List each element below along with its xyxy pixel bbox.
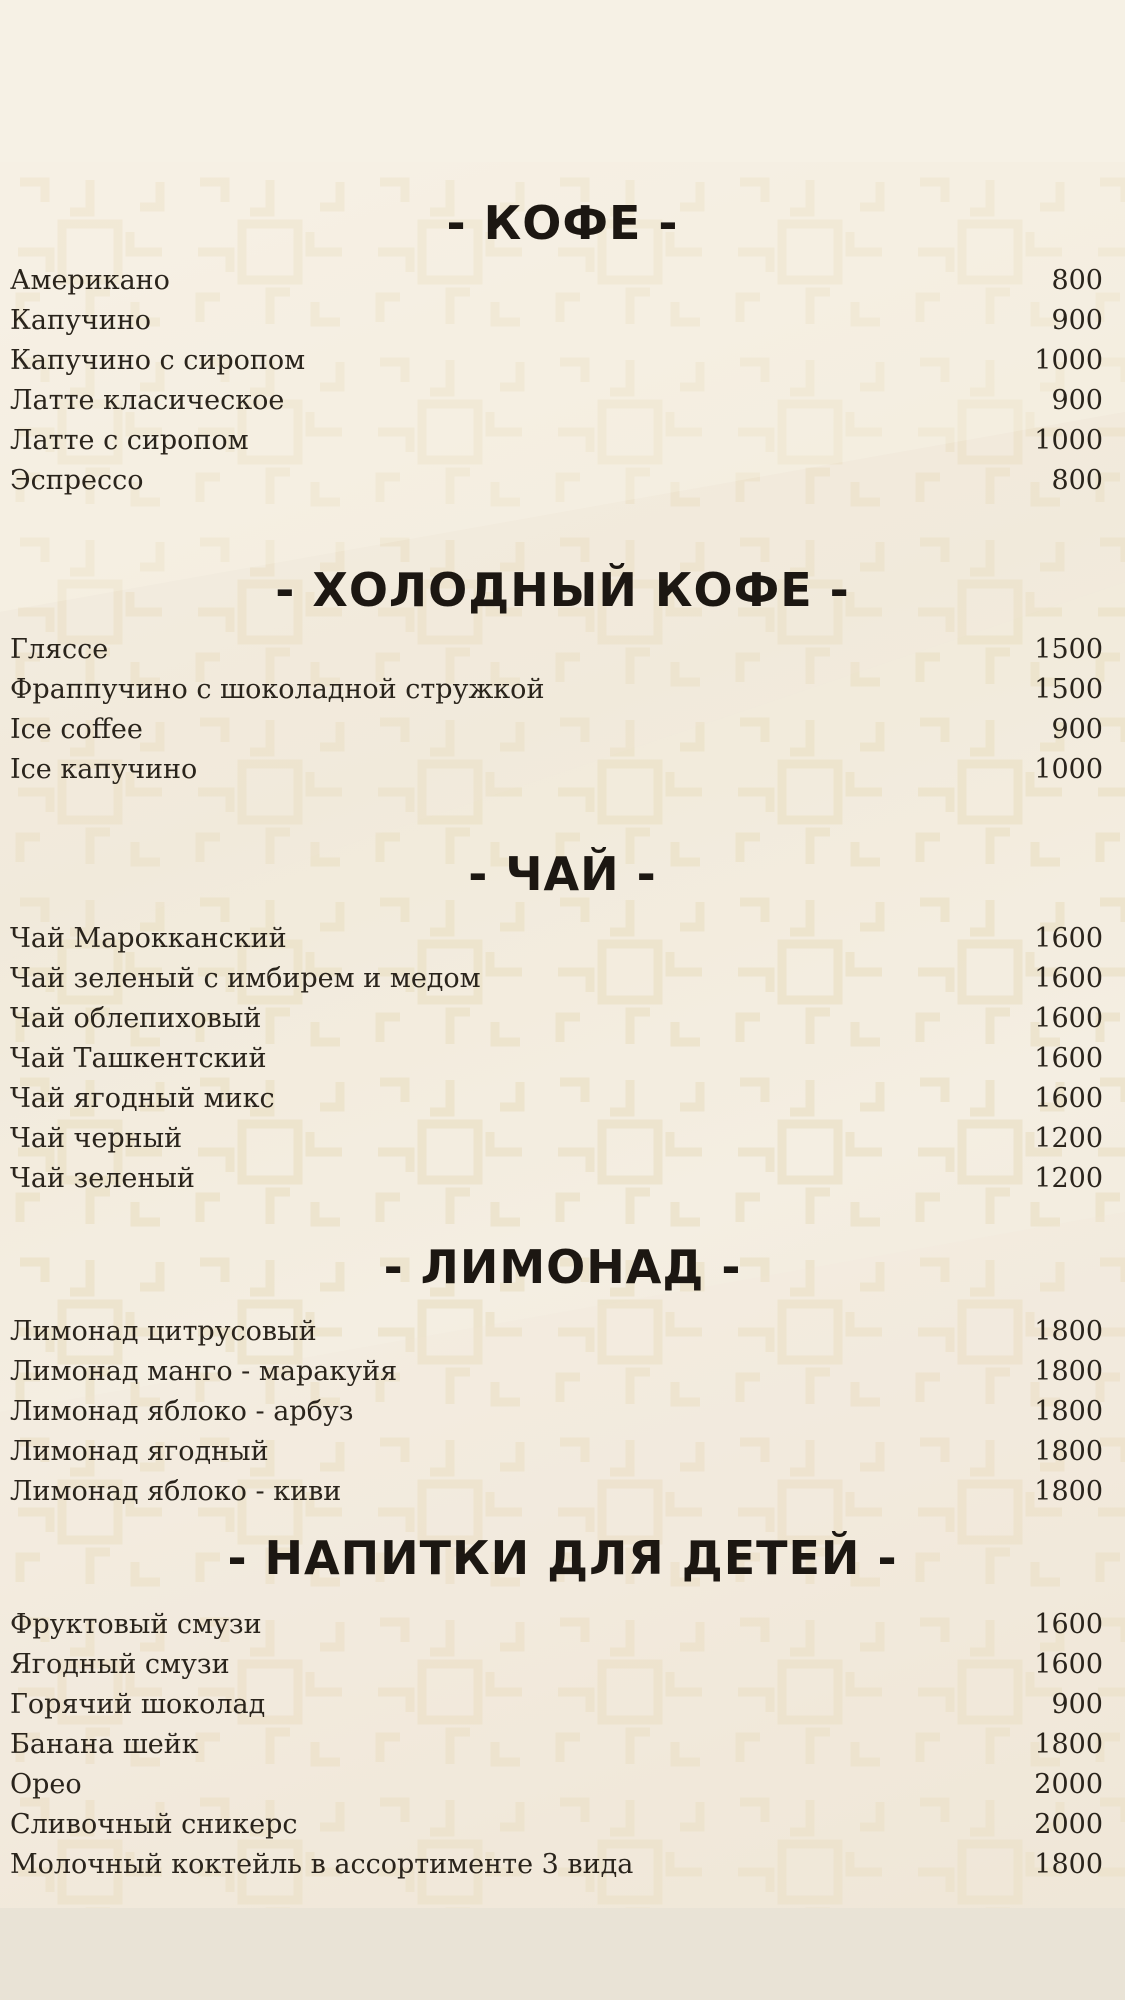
item-name: Чай Ташкентский xyxy=(10,1043,267,1074)
item-price: 1600 xyxy=(1034,1649,1103,1680)
item-list xyxy=(0,919,1125,1199)
item-name: Гляссе xyxy=(10,634,109,665)
menu-item xyxy=(0,261,1125,301)
menu-item xyxy=(0,1159,1125,1199)
menu-item xyxy=(0,1605,1125,1645)
menu-item xyxy=(0,1352,1125,1392)
item-price: 1600 xyxy=(1034,1083,1103,1114)
item-name: Капучино xyxy=(10,305,151,336)
item-price: 1000 xyxy=(1034,425,1103,456)
menu-item xyxy=(0,670,1125,710)
item-price: 1600 xyxy=(1034,1609,1103,1640)
item-name: Молочный коктейль в ассортименте 3 вида xyxy=(10,1849,634,1880)
menu-item xyxy=(0,710,1125,750)
item-price: 1800 xyxy=(1034,1476,1103,1507)
item-name: Ice капучино xyxy=(10,754,198,785)
menu-item xyxy=(0,919,1125,959)
item-name: Латте с сиропом xyxy=(10,425,249,456)
item-name: Ice coffee xyxy=(10,714,143,745)
item-price: 1800 xyxy=(1034,1436,1103,1467)
menu-item xyxy=(0,1685,1125,1725)
item-name: Ягодный смузи xyxy=(10,1649,230,1680)
item-name: Лимонад цитрусовый xyxy=(10,1316,317,1347)
top-margin xyxy=(0,0,1125,162)
item-price: 1000 xyxy=(1034,345,1103,376)
item-list xyxy=(0,1312,1125,1512)
menu-item xyxy=(0,461,1125,501)
item-name: Чай облепиховый xyxy=(10,1003,262,1034)
menu-item xyxy=(0,301,1125,341)
menu-item xyxy=(0,1119,1125,1159)
item-price: 1200 xyxy=(1034,1123,1103,1154)
item-price: 800 xyxy=(1051,465,1103,496)
drinks-menu-card xyxy=(0,162,1125,1908)
menu-item xyxy=(0,1765,1125,1805)
item-name: Чай ягодный микс xyxy=(10,1083,275,1114)
section-kids-drinks xyxy=(0,1528,1125,1880)
menu-item xyxy=(0,1079,1125,1119)
item-name: Лимонад ягодный xyxy=(10,1436,269,1467)
menu-item xyxy=(0,1312,1125,1352)
menu-item xyxy=(0,1805,1125,1845)
item-price: 2000 xyxy=(1034,1769,1103,1800)
menu-item xyxy=(0,1845,1125,1885)
item-name: Чай черный xyxy=(10,1123,183,1154)
item-name: Капучино с сиропом xyxy=(10,345,306,376)
menu-item xyxy=(0,421,1125,461)
item-price: 1500 xyxy=(1034,634,1103,665)
bottom-margin xyxy=(0,1908,1125,2000)
item-price: 1800 xyxy=(1034,1729,1103,1760)
item-name: Орео xyxy=(10,1769,82,1800)
menu-item xyxy=(0,1432,1125,1472)
item-list xyxy=(0,261,1125,501)
item-list xyxy=(0,630,1125,790)
item-price: 1500 xyxy=(1034,674,1103,705)
menu-item xyxy=(0,1039,1125,1079)
item-name: Лимонад манго - маракуйя xyxy=(10,1356,398,1387)
menu-item xyxy=(0,1645,1125,1685)
item-name: Эспрессо xyxy=(10,465,144,496)
section-iced-coffee xyxy=(0,560,1125,785)
item-price: 1800 xyxy=(1034,1849,1103,1880)
item-name: Чай зеленый с имбирем и медом xyxy=(10,963,481,994)
item-price: 1600 xyxy=(1034,963,1103,994)
item-name: Лимонад яблоко - арбуз xyxy=(10,1396,354,1427)
menu-item xyxy=(0,1472,1125,1512)
item-name: Чай Марокканский xyxy=(10,923,287,954)
section-lemonade xyxy=(0,1237,1125,1507)
item-price: 900 xyxy=(1051,714,1103,745)
item-price: 1600 xyxy=(1034,1043,1103,1074)
item-price: 1800 xyxy=(1034,1316,1103,1347)
menu-item xyxy=(0,999,1125,1039)
menu-item xyxy=(0,1392,1125,1432)
section-title: - НАПИТКИ ДЛЯ ДЕТЕЙ - xyxy=(227,1531,898,1585)
section-title: - ЧАЙ - xyxy=(468,847,657,901)
item-name: Чай зеленый xyxy=(10,1163,195,1194)
menu-content xyxy=(0,162,1125,1908)
section-title: - ЛИМОНАД - xyxy=(383,1240,742,1294)
item-price: 1600 xyxy=(1034,1003,1103,1034)
item-name: Латте класическое xyxy=(10,385,285,416)
item-name: Сливочный сникерс xyxy=(10,1809,298,1840)
item-price: 1800 xyxy=(1034,1396,1103,1427)
menu-item xyxy=(0,341,1125,381)
section-title: - ХОЛОДНЫЙ КОФЕ - xyxy=(275,563,850,617)
menu-item xyxy=(0,750,1125,790)
item-price: 800 xyxy=(1051,265,1103,296)
section-coffee xyxy=(0,193,1125,496)
item-price: 2000 xyxy=(1034,1809,1103,1840)
item-price: 900 xyxy=(1051,1689,1103,1720)
menu-item xyxy=(0,381,1125,421)
section-title: - КОФЕ - xyxy=(446,196,679,250)
menu-item xyxy=(0,1725,1125,1765)
menu-item xyxy=(0,630,1125,670)
item-name: Фраппучино с шоколадной стружкой xyxy=(10,674,545,705)
item-name: Горячий шоколад xyxy=(10,1689,266,1720)
item-price: 1800 xyxy=(1034,1356,1103,1387)
item-price: 1000 xyxy=(1034,754,1103,785)
item-name: Банана шейк xyxy=(10,1729,199,1760)
item-price: 1600 xyxy=(1034,923,1103,954)
item-name: Фруктовый смузи xyxy=(10,1609,262,1640)
item-price: 900 xyxy=(1051,305,1103,336)
item-price: 1200 xyxy=(1034,1163,1103,1194)
section-tea xyxy=(0,844,1125,1194)
item-name: Американо xyxy=(10,265,170,296)
item-list xyxy=(0,1605,1125,1885)
item-price: 900 xyxy=(1051,385,1103,416)
item-name: Лимонад яблоко - киви xyxy=(10,1476,342,1507)
menu-item xyxy=(0,959,1125,999)
